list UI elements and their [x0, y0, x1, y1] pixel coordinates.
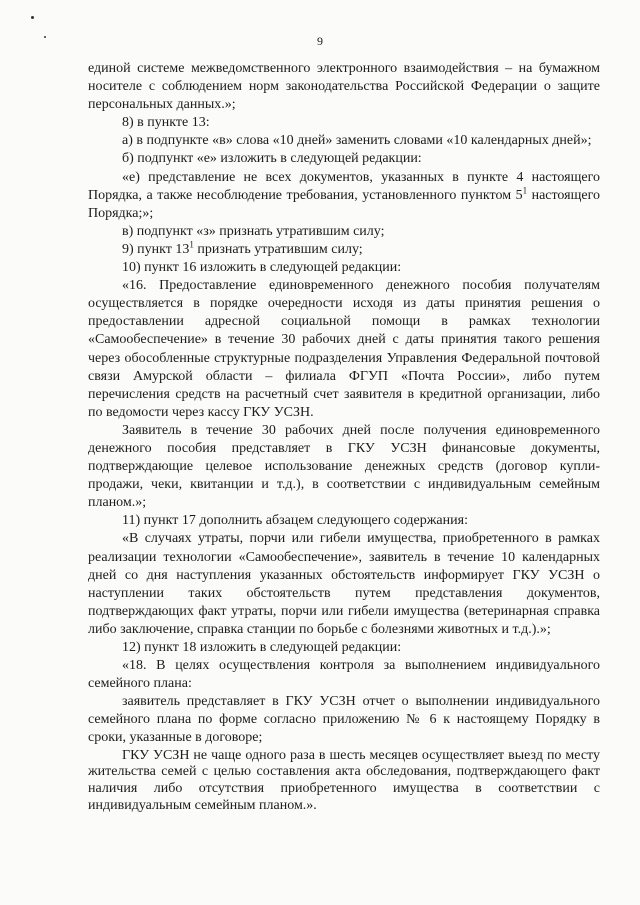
paragraph-text: единой системе межведомственного электронного взаимодействия – на бумажном носителе с соблюдением норм законодательства Российской Федерации о защите персональных данных.»;	[88, 61, 600, 113]
paragraph-text: «В случаях утраты, порчи или гибели имущества, приобретенного в рамках реализации технологии «Самообеспечение», заявитель в течение 10 календарных дней со дня наступления указанных обстоятельств информирует ГКУ УСЗН о наступлении таких обстоятельств путем представления документов, подтверждающих факт утраты, порчи или гибели имущества (ветеринарная справка либо заключение, справка станции по борьбе с болезнями животных и т.д.).»;	[88, 531, 600, 637]
paragraph-p14	[88, 657, 600, 693]
paragraph-text: «е) представление не всех документов, указанных в пункте 4 настоящего Порядка, а также несоблюдение требования, установленного пунктом 5	[88, 169, 600, 203]
paragraph-p4	[88, 150, 600, 168]
paragraph-text: «16. Предоставление единовременного денежного пособия получателям осуществляется в порядке очередности исходя из даты принятия решения о предоставлении адресной социальной помощи в рамках технологии «Самообеспечение» в течение 30 рабочих дней с даты принятия такого решения через обособленные структурные подразделения Управления Федеральной почтовой связи Амурской области – филиала ФГУП «Почта России», либо путем перечисления средств на расчетный счет заявителя в кредитной организации, либо по ведомости через кассу ГКУ УСЗН.	[88, 278, 600, 420]
paragraph-text: 8) в пункте 13:	[122, 115, 210, 131]
paragraph-p12	[88, 530, 600, 639]
paragraph-text: 10) пункт 16 изложить в следующей редакции:	[122, 260, 402, 276]
paragraph-text: «18. В целях осуществления контроля за выполнением индивидуального семейного плана:	[88, 658, 600, 692]
paragraph-text: Заявитель в течение 30 рабочих дней после получения единовременного денежного пособия представляет в ГКУ УСЗН финансовые документы, подтверждающие целевое использование денежных средств (договор купли-продажи, чеки, квитанции и т.д.), в соответствии с индивидуальным семейным планом.»;	[88, 422, 600, 511]
paragraph-text: 9) пункт 13	[122, 241, 190, 257]
paragraph-p16	[88, 748, 600, 816]
paragraph-p8	[88, 259, 600, 277]
superscript: 1	[522, 185, 528, 195]
superscript: 1	[189, 239, 194, 250]
paragraph-text: заявитель представляет в ГКУ УСЗН отчет о выполнении индивидуального семейного плана по форме согласно приложению № 6 к настоящему Порядку в сроки, указанные в договоре;	[88, 694, 600, 746]
paragraph-p3	[88, 132, 600, 150]
paragraph-p11	[88, 512, 600, 530]
paragraph-p10	[88, 422, 600, 512]
paragraph-p5	[88, 169, 600, 223]
scan-speck	[31, 16, 34, 19]
paragraph-text: ГКУ УСЗН не чаще одного раза в шесть месяцев осуществляет выезд по месту жительства семей с целью составления акта обследования, подтверждающего факт наличия либо отсутствия приобретенного имущества в соответствии с индивидуальным семейным планом.».	[88, 747, 600, 814]
paragraph-text: в) подпункт «з» признать утратившим силу;	[122, 223, 385, 239]
paragraph-text-continued: настоящего Порядка;»;	[88, 187, 600, 221]
paragraph-text-continued: признать утратившим силу;	[193, 241, 363, 257]
paragraph-text: 11) пункт 17 дополнить абзацем следующего содержания:	[122, 513, 468, 529]
paragraph-text: а) в подпункте «в» слова «10 дней» заменить словами «10 календарных дней»;	[122, 133, 592, 149]
paragraph-p6	[88, 223, 600, 241]
paragraph-p9	[88, 277, 600, 422]
paragraph-p1	[88, 60, 600, 114]
paragraph-p13	[88, 639, 600, 657]
paragraph-text: 12) пункт 18 изложить в следующей редакции:	[122, 640, 402, 655]
paragraph-p7	[88, 241, 600, 259]
paragraph-p15	[88, 693, 600, 747]
page-number: 9	[317, 34, 323, 48]
paragraph-p2	[88, 114, 600, 132]
paragraph-text: б) подпункт «е» изложить в следующей редакции:	[122, 151, 422, 167]
document-body	[88, 60, 600, 815]
